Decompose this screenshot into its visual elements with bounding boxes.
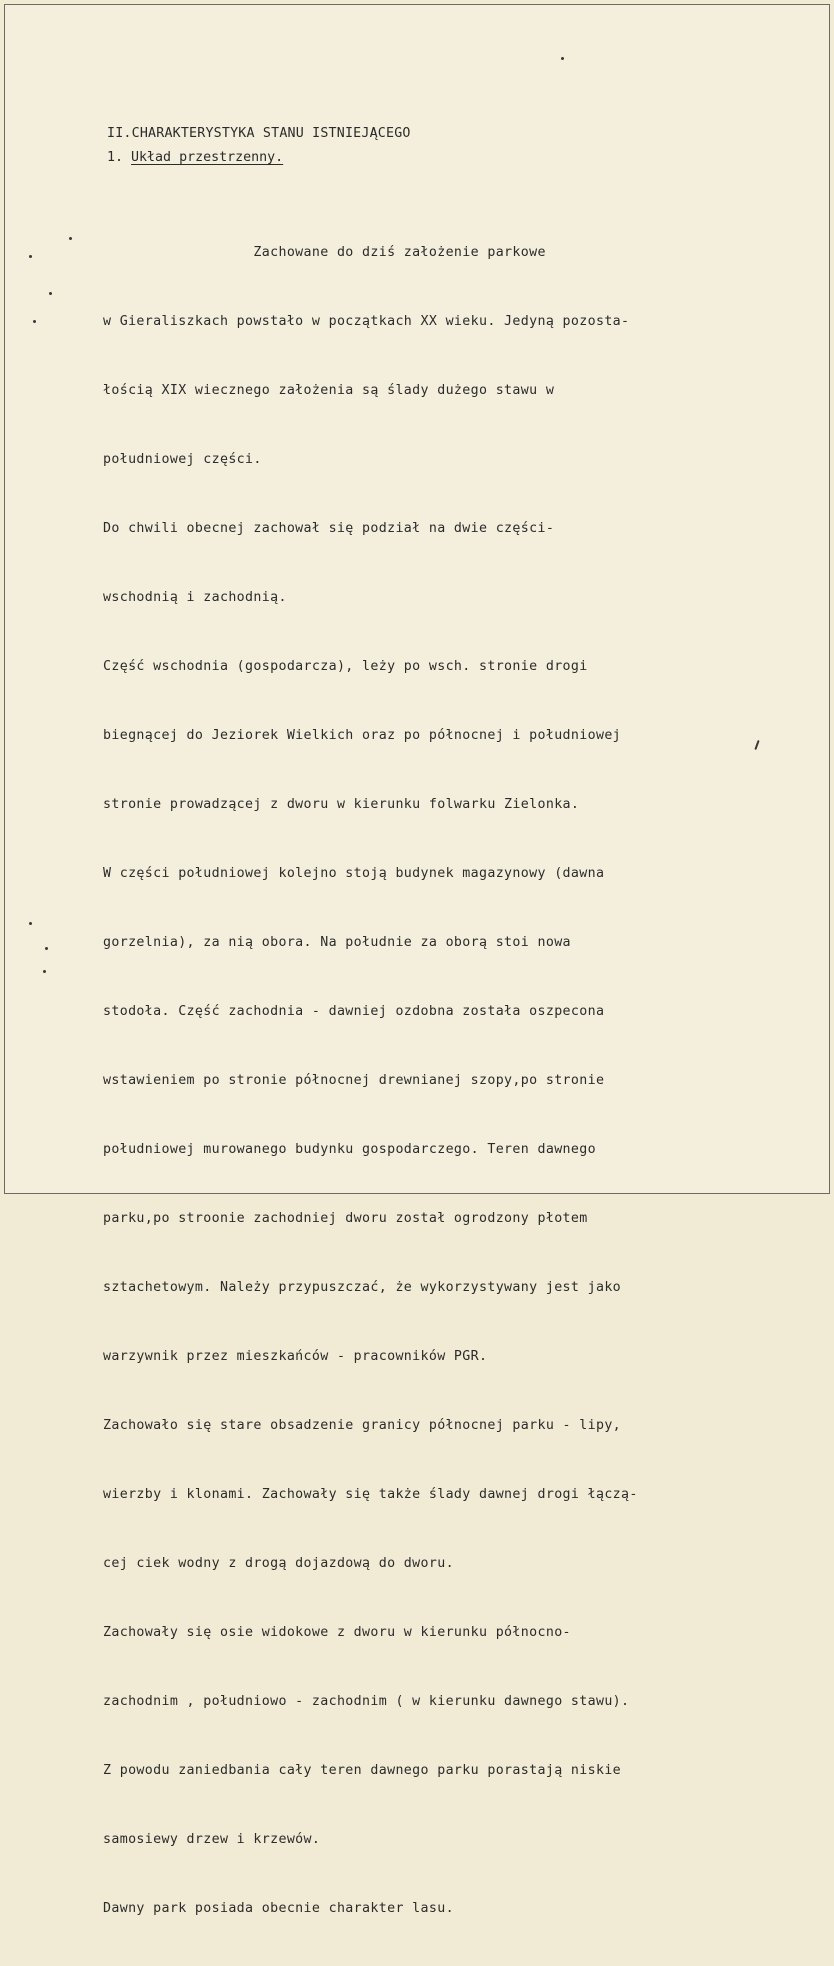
text-line: wschodnią i zachodnią.: [103, 590, 287, 605]
subsection-title: Układ przestrzenny.: [131, 150, 284, 165]
text-line: południowej części.: [103, 452, 262, 467]
subsection-heading: [107, 150, 283, 165]
text-line: zachodnim , południowo - zachodnim ( w kierunku dawnego stawu).: [103, 1694, 630, 1709]
punch-mark: [29, 255, 32, 258]
text-line: W części południowej kolejno stoją budynek magazynowy (dawna: [103, 866, 605, 881]
pen-mark: [754, 740, 759, 750]
body-text: [103, 195, 638, 1966]
text-line: cej ciek wodny z drogą dojazdową do dworu.: [103, 1556, 454, 1571]
text-line: wierzby i klonami. Zachowały się także ślady dawnej drogi łączą-: [103, 1487, 638, 1502]
text-line: samosiewy drzew i krzewów.: [103, 1832, 321, 1847]
subsection-number: 1.: [107, 150, 124, 165]
text-line: Dawny park posiada obecnie charakter lasu.: [103, 1901, 454, 1916]
text-line: łością XIX wiecznego założenia są ślady dużego stawu w: [103, 383, 555, 398]
text-line: warzywnik przez mieszkańców - pracowników PGR.: [103, 1349, 488, 1364]
speck-mark: [561, 57, 564, 60]
text-line: gorzelnia), za nią obora. Na południe za oborą stoi nowa: [103, 935, 571, 950]
text-line: stodoła. Część zachodnia - dawniej ozdobna została oszpecona: [103, 1004, 605, 1019]
punch-mark: [69, 237, 72, 240]
text-line: Do chwili obecnej zachował się podział na dwie części-: [103, 521, 555, 536]
punch-mark: [29, 922, 32, 925]
text-line: parku,po stroonie zachodniej dworu został ogrodzony płotem: [103, 1211, 588, 1226]
punch-mark: [33, 320, 36, 323]
text-line: Z powodu zaniedbania cały teren dawnego parku porastają niskie: [103, 1763, 622, 1778]
text-line: stronie prowadzącej z dworu w kierunku folwarku Zielonka.: [103, 797, 580, 812]
text-line: południowej murowanego budynku gospodarczego. Teren dawnego: [103, 1142, 596, 1157]
punch-mark: [45, 947, 48, 950]
punch-mark: [43, 970, 46, 973]
punch-mark: [49, 292, 52, 295]
text-line: Zachowały się osie widokowe z dworu w kierunku północno-: [103, 1625, 571, 1640]
text-line: Zachowane do dziś założenie parkowe: [103, 245, 546, 260]
text-line: wstawieniem po stronie północnej drewnianej szopy,po stronie: [103, 1073, 605, 1088]
document-page: [4, 4, 830, 1916]
text-line: sztachetowym. Należy przypuszczać, że wykorzystywany jest jako: [103, 1280, 622, 1295]
text-line: Zachowało się stare obsadzenie granicy północnej parku - lipy,: [103, 1418, 622, 1433]
text-line: biegnącej do Jeziorek Wielkich oraz po północnej i południowej: [103, 728, 622, 743]
section-heading: II.CHARAKTERYSTYKA STANU ISTNIEJĄCEGO: [107, 126, 411, 141]
text-line: Część wschodnia (gospodarcza), leży po wsch. stronie drogi: [103, 659, 588, 674]
text-line: w Gieraliszkach powstało w początkach XX wieku. Jedyną pozosta-: [103, 314, 630, 329]
